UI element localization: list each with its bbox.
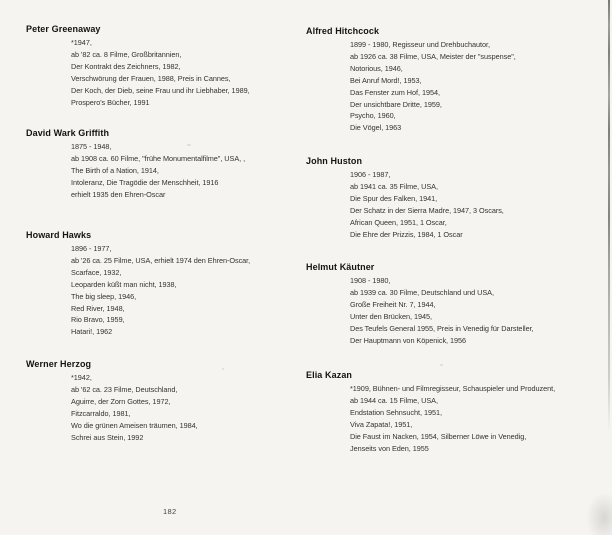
- filmography-line: Aguirre, der Zorn Gottes, 1972,: [71, 396, 171, 406]
- director-name: John Huston: [306, 156, 363, 166]
- filmography: [306, 39, 516, 134]
- filmography-line: 1908 - 1980,: [350, 276, 391, 285]
- scan-speck: [222, 368, 224, 370]
- filmography: [306, 383, 555, 454]
- filmography-line: erhielt 1935 den Ehren-Oscar: [71, 189, 166, 199]
- scan-speck: [187, 144, 191, 146]
- filmography-line: ab 1944 ca. 15 Filme, USA,: [350, 395, 438, 405]
- filmography-line: African Queen, 1951, 1 Oscar,: [350, 217, 447, 227]
- filmography-line: Bei Anruf Mord!, 1953,: [350, 75, 422, 85]
- filmography-line: Wo die grünen Ameisen träumen, 1984,: [71, 420, 198, 430]
- filmography-line: Große Freiheit Nr. 7, 1944,: [350, 299, 436, 309]
- filmography-line: ab 1939 ca. 30 Filme, Deutschland und USA,: [350, 287, 494, 297]
- filmography-line: *1947,: [71, 38, 92, 47]
- filmography-line: Notorious, 1946,: [350, 63, 403, 73]
- filmography-line: Die Faust im Nacken, 1954, Silberner Löwe in Venedig,: [350, 431, 527, 441]
- filmography-line: Der Kontrakt des Zeichners, 1982,: [71, 61, 181, 71]
- director-entry-kaeutner: [306, 262, 534, 346]
- director-entry-kazan: [306, 370, 555, 454]
- director-entry-griffith: [26, 128, 245, 201]
- filmography-line: Die Spur des Falken, 1941,: [350, 193, 438, 203]
- filmography-line: Die Vögel, 1963: [350, 123, 402, 133]
- filmography-line: ab '26 ca. 25 Filme, USA, erhielt 1974 den Ehren-Oscar,: [71, 255, 251, 265]
- director-entry-huston: [306, 156, 504, 240]
- scan-corner-smudge: [586, 492, 612, 535]
- filmography-line: ab 1941 ca. 35 Filme, USA,: [350, 181, 438, 191]
- filmography-line: Scarface, 1932,: [71, 267, 122, 277]
- director-name: Elia Kazan: [306, 370, 353, 380]
- filmography-line: 1899 - 1980, Regisseur und Drehbuchautor,: [350, 40, 490, 49]
- filmography-line: Unter den Brücken, 1945,: [350, 311, 432, 321]
- director-name: Werner Herzog: [26, 359, 92, 369]
- director-entry-hawks: [26, 230, 250, 338]
- filmography-line: Der Koch, der Dieb, seine Frau und ihr Liebhaber, 1989,: [71, 85, 250, 95]
- filmography-line: The Birth of a Nation, 1914,: [71, 165, 159, 175]
- filmography-line: Das Fenster zum Hof, 1954,: [350, 87, 440, 97]
- filmography-line: ab 1926 ca. 38 Filme, USA, Meister der "suspense",: [350, 51, 516, 61]
- filmography-line: Die Ehre der Prizzis, 1984, 1 Oscar: [350, 229, 463, 239]
- scan-speck: [440, 364, 443, 366]
- director-name: David Wark Griffith: [26, 128, 110, 138]
- filmography-line: Des Teufels General 1955, Preis in Venedig für Darsteller,: [350, 323, 534, 333]
- filmography-line: Red River, 1948,: [71, 303, 125, 313]
- filmography-line: 1875 - 1948,: [71, 142, 112, 151]
- filmography-line: The big sleep, 1946,: [71, 291, 137, 301]
- director-entry-hitchcock: [306, 26, 516, 134]
- filmography-line: Prospero's Bücher, 1991: [71, 97, 150, 107]
- filmography: [26, 372, 198, 443]
- director-name: Helmut Käutner: [306, 262, 375, 272]
- filmography-line: ab '82 ca. 8 Filme, Großbritannien,: [71, 49, 182, 59]
- filmography-line: Leoparden küßt man nicht, 1938,: [71, 279, 177, 289]
- scan-edge-line: [608, 0, 610, 432]
- director-name: Alfred Hitchcock: [306, 26, 380, 36]
- filmography-line: ab '62 ca. 23 Filme, Deutschland,: [71, 384, 178, 394]
- filmography-line: Hatari!, 1962: [71, 327, 113, 337]
- page-number: 182: [163, 507, 177, 516]
- filmography-line: Endstation Sehnsucht, 1951,: [350, 407, 442, 417]
- filmography: [26, 141, 245, 201]
- director-entry-greenaway: [26, 24, 250, 108]
- filmography-line: 1906 - 1987,: [350, 170, 391, 179]
- filmography-line: *1942,: [71, 373, 92, 382]
- filmography-line: Der Schatz in der Sierra Madre, 1947, 3 Oscars,: [350, 205, 504, 215]
- filmography-line: Der Hauptmann von Köpenick, 1956: [350, 335, 467, 345]
- filmography-line: Psycho, 1960,: [350, 111, 396, 121]
- filmography: [306, 169, 504, 240]
- filmography-line: Jenseits von Eden, 1955: [350, 443, 429, 453]
- director-name: Peter Greenaway: [26, 24, 101, 34]
- filmography-line: *1909, Bühnen- und Filmregisseur, Schauspieler und Produzent,: [350, 384, 556, 393]
- filmography-line: Verschwörung der Frauen, 1988, Preis in Cannes,: [71, 73, 231, 83]
- filmography-line: Viva Zapata!, 1951,: [350, 419, 413, 429]
- filmography-line: ab 1908 ca. 60 Filme, "frühe Monumentalfilme", USA, ,: [71, 153, 246, 163]
- filmography-line: Fitzcarraldo, 1981,: [71, 408, 131, 418]
- filmography-line: Rio Bravo, 1959,: [71, 315, 125, 325]
- filmography-line: Intoleranz, Die Tragödie der Menschheit, 1916: [71, 177, 219, 187]
- director-name: Howard Hawks: [26, 230, 92, 240]
- filmography: [26, 37, 250, 108]
- filmography: [306, 275, 534, 346]
- director-entry-herzog: [26, 359, 198, 443]
- filmography-line: 1896 - 1977,: [71, 244, 112, 253]
- filmography-line: Der unsichtbare Dritte, 1959,: [350, 99, 442, 109]
- filmography: [26, 243, 250, 338]
- filmography-line: Schrei aus Stein, 1992: [71, 432, 144, 442]
